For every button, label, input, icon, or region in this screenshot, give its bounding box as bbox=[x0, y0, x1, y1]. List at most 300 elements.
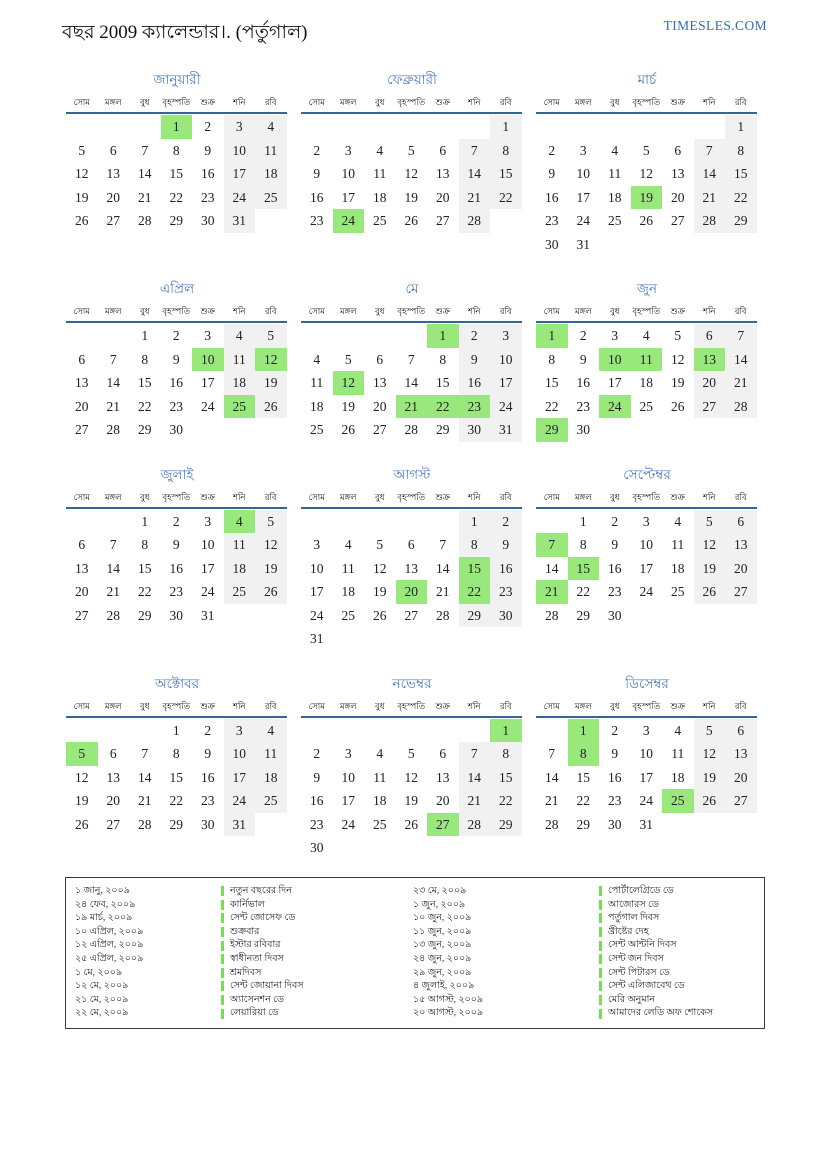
date-cell: 24 bbox=[310, 607, 324, 623]
date-cell: 29 bbox=[169, 213, 183, 228]
empty-cell bbox=[98, 719, 130, 743]
date-cell: 30 bbox=[169, 422, 183, 437]
day-header: মঙ্গল bbox=[339, 700, 357, 711]
date-cell: 10 bbox=[341, 769, 355, 785]
date-cell: 25 bbox=[373, 816, 387, 832]
date-cell: 12 bbox=[404, 769, 418, 785]
date-cell: 28 bbox=[545, 607, 559, 623]
date-cell: 27 bbox=[725, 789, 757, 813]
date-cell: 10 bbox=[639, 746, 653, 761]
legend-holiday-name: শুক্রবার bbox=[221, 926, 409, 939]
date-cell: 31 bbox=[224, 813, 256, 837]
date-cell: 11 bbox=[255, 139, 287, 163]
date-cell: 13 bbox=[725, 533, 757, 557]
date-cell: 20 bbox=[694, 371, 726, 395]
empty-cell bbox=[333, 627, 365, 651]
empty-cell bbox=[333, 836, 365, 860]
date-cell: 24 bbox=[341, 816, 355, 832]
date-cell: 6 bbox=[694, 324, 726, 348]
month-block-10 bbox=[66, 674, 288, 860]
day-header: রবি bbox=[264, 491, 277, 502]
date-cell: 22 bbox=[138, 398, 152, 414]
legend-holiday-name: কার্নিভাল bbox=[221, 899, 409, 912]
day-header: বুধ bbox=[375, 491, 385, 502]
empty-cell bbox=[427, 510, 459, 534]
date-cell: 28 bbox=[545, 816, 559, 832]
empty-cell bbox=[490, 836, 522, 860]
date-cell: 13 bbox=[106, 166, 120, 181]
date-cell: 26 bbox=[255, 580, 287, 604]
date-cell: 12 bbox=[404, 166, 418, 181]
legend-date: ১৫ আগস্ট, ২০০৯ bbox=[413, 994, 484, 1005]
legend-date: ১২ মে, ২০০৯ bbox=[75, 981, 129, 992]
month-title: ডিসেম্বর bbox=[625, 675, 669, 691]
legend-holiday-name: পর্তুগাল দিবস bbox=[599, 912, 759, 925]
day-header: শনি bbox=[467, 491, 481, 502]
month-title: অক্টোবর bbox=[154, 675, 200, 691]
date-cell: 23 bbox=[608, 793, 622, 808]
empty-cell bbox=[396, 719, 428, 743]
date-cell: 14 bbox=[106, 375, 120, 390]
date-cell: 21 bbox=[138, 189, 152, 205]
day-header: বুধ bbox=[140, 97, 150, 107]
date-cell: 8 bbox=[172, 746, 180, 761]
date-cell: 25 bbox=[341, 607, 355, 623]
date-cell: 12 bbox=[639, 166, 653, 181]
empty-cell bbox=[662, 233, 694, 257]
date-cell: 25 bbox=[639, 398, 653, 414]
date-cell: 8 bbox=[579, 537, 587, 552]
day-header: মঙ্গল bbox=[104, 700, 122, 711]
date-cell: 5 bbox=[694, 719, 726, 743]
date-cell: 8 bbox=[568, 742, 600, 766]
month-title: আগস্ট bbox=[393, 466, 431, 482]
date-cell: 11 bbox=[341, 560, 355, 576]
day-header: সোম bbox=[543, 97, 560, 107]
date-cell: 25 bbox=[224, 395, 256, 419]
empty-cell bbox=[255, 604, 287, 628]
date-cell: 23 bbox=[201, 189, 215, 205]
day-header: শনি bbox=[467, 306, 481, 316]
day-header: শনি bbox=[702, 491, 716, 502]
date-cell: 23 bbox=[576, 398, 590, 414]
day-header: বৃহস্পতি bbox=[397, 306, 426, 316]
empty-cell bbox=[301, 510, 333, 534]
date-cell: 29 bbox=[138, 607, 152, 623]
date-cell: 15 bbox=[138, 375, 152, 390]
date-cell: 4 bbox=[674, 722, 682, 738]
holiday-marker-icon bbox=[221, 913, 224, 923]
legend-date: ১০ এপ্রিল, ২০০৯ bbox=[75, 926, 144, 937]
date-cell: 6 bbox=[725, 510, 757, 534]
empty-cell bbox=[255, 418, 287, 442]
empty-cell bbox=[725, 604, 757, 628]
date-cell: 3 bbox=[611, 328, 619, 343]
date-cell: 7 bbox=[109, 351, 117, 367]
date-cell: 29 bbox=[725, 209, 757, 233]
legend-holiday-name: পোর্টালেগ্রিডে ডে bbox=[599, 885, 759, 898]
date-cell: 28 bbox=[694, 209, 726, 233]
date-cell: 17 bbox=[224, 766, 256, 790]
day-header: বৃহস্পতি bbox=[397, 700, 426, 711]
day-header: মঙ্গল bbox=[574, 306, 592, 316]
date-cell: 30 bbox=[310, 840, 324, 855]
empty-cell bbox=[662, 604, 694, 628]
holiday-marker-icon bbox=[221, 995, 224, 1005]
date-cell: 20 bbox=[436, 793, 450, 808]
month-block-2 bbox=[301, 70, 523, 256]
date-cell: 5 bbox=[642, 142, 650, 158]
date-cell: 2 bbox=[490, 510, 522, 534]
day-header: শনি bbox=[702, 306, 716, 316]
empty-cell bbox=[427, 115, 459, 139]
date-cell: 25 bbox=[224, 580, 256, 604]
date-cell: 23 bbox=[169, 398, 183, 414]
day-header: সোম bbox=[73, 491, 90, 502]
month-block-9 bbox=[536, 465, 758, 651]
day-header: সোম bbox=[73, 306, 90, 316]
date-cell: 3 bbox=[224, 719, 256, 743]
date-cell: 26 bbox=[404, 816, 418, 832]
empty-cell bbox=[459, 836, 491, 860]
empty-cell bbox=[66, 510, 98, 534]
day-header: শনি bbox=[232, 97, 246, 107]
date-cell: 18 bbox=[224, 371, 256, 395]
date-cell: 10 bbox=[201, 537, 215, 552]
legend-date: ২৯ জুন, ২০০৯ bbox=[413, 967, 472, 978]
date-cell: 9 bbox=[204, 142, 212, 158]
date-cell: 20 bbox=[75, 584, 89, 599]
date-cell: 11 bbox=[373, 769, 387, 785]
brand-link[interactable]: TIMESLES.COM bbox=[663, 18, 767, 33]
date-cell: 22 bbox=[725, 186, 757, 210]
date-cell: 21 bbox=[106, 398, 120, 414]
date-cell: 26 bbox=[404, 213, 418, 228]
date-cell: 1 bbox=[536, 324, 568, 348]
date-cell: 11 bbox=[224, 533, 256, 557]
date-cell: 24 bbox=[333, 209, 365, 233]
page-title: বছর 2009 ক্যালেন্ডার।. (পর্তুগাল) bbox=[62, 22, 308, 43]
date-cell: 17 bbox=[201, 375, 215, 390]
empty-cell bbox=[396, 115, 428, 139]
empty-cell bbox=[427, 836, 459, 860]
day-header: শনি bbox=[702, 700, 716, 711]
day-header: মঙ্গল bbox=[574, 700, 592, 711]
date-cell: 31 bbox=[201, 607, 215, 623]
empty-cell bbox=[725, 813, 757, 837]
date-cell: 22 bbox=[490, 186, 522, 210]
month-title: মার্চ bbox=[637, 72, 657, 87]
empty-cell bbox=[694, 604, 726, 628]
month-title: ফেব্রুয়ারী bbox=[387, 72, 437, 87]
month-block-7 bbox=[66, 465, 288, 651]
day-header: শুক্র bbox=[670, 306, 685, 316]
legend-holiday-name: সেন্ট জন দিবস bbox=[599, 953, 759, 966]
day-header: সোম bbox=[543, 700, 560, 711]
empty-cell bbox=[599, 233, 631, 257]
date-cell: 1 bbox=[141, 513, 149, 529]
date-cell: 14 bbox=[436, 560, 450, 576]
empty-cell bbox=[66, 324, 98, 348]
day-header: বুধ bbox=[375, 306, 385, 316]
day-header: বৃহস্পতি bbox=[397, 97, 426, 107]
month-title: জুন bbox=[636, 281, 658, 296]
date-cell: 26 bbox=[75, 816, 89, 832]
date-cell: 15 bbox=[459, 557, 491, 581]
legend-date: ৪ জুলাই, ২০০৯ bbox=[413, 981, 475, 992]
date-cell: 10 bbox=[224, 742, 256, 766]
date-cell: 9 bbox=[172, 351, 180, 367]
date-cell: 3 bbox=[490, 324, 522, 348]
date-cell: 5 bbox=[66, 742, 98, 766]
date-cell: 16 bbox=[490, 557, 522, 581]
month-table bbox=[301, 304, 523, 442]
day-header: শুক্র bbox=[200, 97, 215, 107]
day-header: শুক্র bbox=[435, 491, 450, 502]
empty-cell bbox=[301, 115, 333, 139]
legend-holiday-name: সেন্ট আন্টনি দিবস bbox=[599, 939, 759, 952]
date-cell: 9 bbox=[313, 166, 321, 181]
empty-cell bbox=[427, 627, 459, 651]
date-cell: 25 bbox=[255, 186, 287, 210]
date-cell: 22 bbox=[576, 793, 590, 808]
day-header: বৃহস্পতি bbox=[162, 700, 191, 711]
legend-holiday-name: সেন্ট জোসেফ ডে bbox=[221, 912, 409, 925]
date-cell: 20 bbox=[436, 189, 450, 205]
day-header: রবি bbox=[734, 491, 747, 502]
date-cell: 26 bbox=[694, 580, 726, 604]
date-cell: 13 bbox=[106, 769, 120, 785]
date-cell: 19 bbox=[255, 371, 287, 395]
empty-cell bbox=[396, 836, 428, 860]
empty-cell bbox=[98, 324, 130, 348]
date-cell: 15 bbox=[169, 769, 183, 785]
date-cell: 31 bbox=[576, 236, 590, 252]
day-header: মঙ্গল bbox=[574, 97, 592, 107]
month-title: মে bbox=[405, 281, 419, 296]
legend-holiday-name: অ্যাসেনশন ডে bbox=[221, 994, 409, 1007]
empty-cell bbox=[333, 115, 365, 139]
date-cell: 24 bbox=[490, 395, 522, 419]
date-cell: 10 bbox=[576, 166, 590, 181]
date-cell: 23 bbox=[459, 395, 491, 419]
date-cell: 7 bbox=[141, 142, 149, 158]
date-cell: 1 bbox=[459, 510, 491, 534]
date-cell: 11 bbox=[671, 746, 685, 761]
date-cell: 11 bbox=[608, 166, 622, 181]
date-cell: 25 bbox=[662, 789, 694, 813]
legend-date: ১৯ মার্চ, ২০০৯ bbox=[75, 913, 133, 924]
date-cell: 24 bbox=[224, 789, 256, 813]
date-cell: 25 bbox=[255, 789, 287, 813]
empty-cell bbox=[694, 115, 726, 139]
empty-cell bbox=[129, 115, 161, 139]
date-cell: 30 bbox=[459, 418, 491, 442]
date-cell: 18 bbox=[310, 398, 324, 414]
date-cell: 21 bbox=[459, 186, 491, 210]
day-header: শুক্র bbox=[670, 700, 685, 711]
empty-cell bbox=[662, 115, 694, 139]
day-header: বুধ bbox=[610, 97, 620, 107]
date-cell: 15 bbox=[436, 375, 450, 390]
date-cell: 14 bbox=[725, 348, 757, 372]
date-cell: 18 bbox=[671, 560, 685, 576]
date-cell: 21 bbox=[536, 580, 568, 604]
header-rule bbox=[66, 321, 287, 323]
date-cell: 27 bbox=[694, 395, 726, 419]
date-cell: 10 bbox=[192, 348, 224, 372]
month-block-1 bbox=[66, 70, 288, 256]
date-cell: 28 bbox=[106, 607, 120, 623]
date-cell: 2 bbox=[172, 328, 180, 343]
day-header: শুক্র bbox=[670, 97, 685, 107]
date-cell: 15 bbox=[169, 166, 183, 181]
date-cell: 12 bbox=[75, 166, 89, 181]
date-cell: 28 bbox=[459, 209, 491, 233]
date-cell: 6 bbox=[407, 537, 415, 552]
empty-cell bbox=[662, 813, 694, 837]
date-cell: 21 bbox=[138, 793, 152, 808]
date-cell: 9 bbox=[459, 348, 491, 372]
date-cell: 18 bbox=[255, 162, 287, 186]
date-cell: 30 bbox=[169, 607, 183, 623]
month-title: সেপ্টেম্বর bbox=[623, 466, 671, 482]
month-table bbox=[66, 490, 288, 628]
date-cell: 13 bbox=[373, 375, 387, 390]
date-cell: 15 bbox=[490, 766, 522, 790]
header-rule bbox=[301, 507, 522, 509]
month-table bbox=[301, 490, 523, 651]
header-rule bbox=[536, 716, 757, 718]
date-cell: 16 bbox=[459, 371, 491, 395]
date-cell: 5 bbox=[255, 510, 287, 534]
date-cell: 15 bbox=[568, 557, 600, 581]
date-cell: 14 bbox=[138, 769, 152, 785]
date-cell: 22 bbox=[459, 580, 491, 604]
date-cell: 15 bbox=[725, 162, 757, 186]
day-header: বৃহস্পতি bbox=[162, 97, 191, 107]
date-cell: 3 bbox=[642, 513, 650, 529]
date-cell: 5 bbox=[674, 328, 682, 343]
date-cell: 25 bbox=[373, 213, 387, 228]
day-header: সোম bbox=[308, 306, 325, 316]
empty-cell bbox=[98, 115, 130, 139]
month-block-4 bbox=[66, 279, 288, 442]
date-cell: 13 bbox=[694, 348, 726, 372]
date-cell: 28 bbox=[725, 395, 757, 419]
date-cell: 4 bbox=[255, 115, 287, 139]
date-cell: 26 bbox=[255, 395, 287, 419]
date-cell: 17 bbox=[310, 584, 324, 599]
date-cell: 17 bbox=[224, 162, 256, 186]
day-header: রবি bbox=[499, 491, 512, 502]
day-header: সোম bbox=[543, 491, 560, 502]
date-cell: 2 bbox=[611, 513, 619, 529]
day-header: শুক্র bbox=[200, 306, 215, 316]
date-cell: 23 bbox=[490, 580, 522, 604]
date-cell: 21 bbox=[106, 584, 120, 599]
date-cell: 8 bbox=[548, 351, 556, 367]
day-header: মঙ্গল bbox=[104, 491, 122, 502]
date-cell: 30 bbox=[201, 816, 215, 832]
day-header: বৃহস্পতি bbox=[397, 491, 426, 502]
date-cell: 31 bbox=[310, 631, 324, 646]
date-cell: 16 bbox=[608, 769, 622, 785]
date-cell: 12 bbox=[255, 348, 287, 372]
date-cell: 10 bbox=[490, 348, 522, 372]
date-cell: 16 bbox=[576, 375, 590, 390]
date-cell: 2 bbox=[204, 119, 212, 134]
date-cell: 26 bbox=[373, 607, 387, 623]
date-cell: 29 bbox=[169, 816, 183, 832]
month-table bbox=[536, 699, 758, 837]
date-cell: 30 bbox=[608, 607, 622, 623]
date-cell: 3 bbox=[344, 142, 352, 158]
date-cell: 18 bbox=[671, 769, 685, 785]
date-cell: 20 bbox=[373, 398, 387, 414]
date-cell: 14 bbox=[459, 766, 491, 790]
empty-cell bbox=[396, 324, 428, 348]
date-cell: 3 bbox=[579, 142, 587, 158]
holiday-marker-icon bbox=[221, 927, 224, 937]
date-cell: 30 bbox=[201, 213, 215, 228]
holiday-marker-icon bbox=[221, 900, 224, 910]
empty-cell bbox=[364, 324, 396, 348]
date-cell: 27 bbox=[373, 422, 387, 437]
empty-cell bbox=[364, 836, 396, 860]
date-cell: 29 bbox=[576, 816, 590, 832]
header-rule bbox=[301, 716, 522, 718]
legend-date: ২৪ ফেব, ২০০৯ bbox=[75, 899, 136, 910]
holiday-marker-icon bbox=[599, 886, 602, 896]
date-cell: 1 bbox=[172, 722, 180, 738]
date-cell: 7 bbox=[141, 746, 149, 761]
day-header: শনি bbox=[467, 700, 481, 711]
day-header: রবি bbox=[499, 306, 512, 316]
date-cell: 5 bbox=[344, 351, 352, 367]
date-cell: 13 bbox=[75, 560, 89, 576]
date-cell: 14 bbox=[106, 560, 120, 576]
date-cell: 16 bbox=[201, 769, 215, 785]
holiday-marker-icon bbox=[221, 941, 224, 951]
date-cell: 13 bbox=[725, 742, 757, 766]
holiday-legend bbox=[65, 877, 765, 1029]
legend-date: ২৫ এপ্রিল, ২০০৯ bbox=[75, 953, 144, 964]
date-cell: 16 bbox=[310, 189, 324, 205]
date-cell: 31 bbox=[490, 418, 522, 442]
date-cell: 2 bbox=[579, 328, 587, 343]
date-cell: 13 bbox=[436, 166, 450, 181]
empty-cell bbox=[364, 627, 396, 651]
legend-holiday-name: মেরি অনুমান bbox=[599, 994, 759, 1007]
day-header: শনি bbox=[232, 306, 246, 316]
date-cell: 17 bbox=[341, 793, 355, 808]
date-cell: 26 bbox=[341, 422, 355, 437]
date-cell: 23 bbox=[201, 793, 215, 808]
date-cell: 27 bbox=[436, 213, 450, 228]
month-title: জুলাই bbox=[160, 466, 194, 482]
date-cell: 22 bbox=[138, 584, 152, 599]
legend-date: ২৪ জুন, ২০০৯ bbox=[413, 953, 472, 964]
date-cell: 11 bbox=[631, 348, 663, 372]
holiday-marker-icon bbox=[599, 927, 602, 937]
date-cell: 17 bbox=[490, 371, 522, 395]
header-rule bbox=[536, 321, 757, 323]
date-cell: 22 bbox=[169, 189, 183, 205]
date-cell: 4 bbox=[674, 513, 682, 529]
date-cell: 4 bbox=[376, 746, 384, 761]
date-cell: 12 bbox=[373, 560, 387, 576]
